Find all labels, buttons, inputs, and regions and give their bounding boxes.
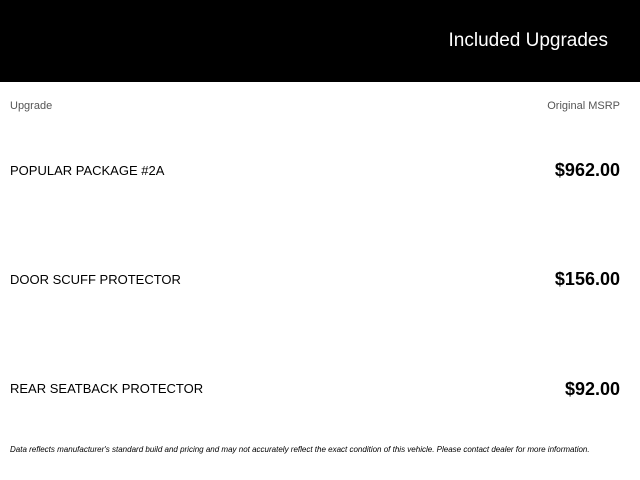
upgrade-name: REAR SEATBACK PROTECTOR — [10, 381, 204, 396]
upgrade-name: POPULAR PACKAGE #2A — [10, 163, 165, 178]
page-title: Included Upgrades — [448, 30, 608, 51]
column-header-msrp: Original MSRP — [547, 100, 620, 112]
header-bar — [0, 0, 640, 82]
upgrade-price: $962.00 — [554, 160, 620, 180]
disclaimer-text: Data reflects manufacturer's standard build and pricing and may not accurately reflect the exact condition of this vehicle. Please contact dealer for more information. — [10, 445, 590, 454]
upgrade-name: DOOR SCUFF PROTECTOR — [10, 272, 181, 287]
upgrade-price: $156.00 — [554, 269, 620, 289]
upgrade-price: $92.00 — [564, 379, 620, 399]
column-header-upgrade: Upgrade — [10, 100, 53, 112]
